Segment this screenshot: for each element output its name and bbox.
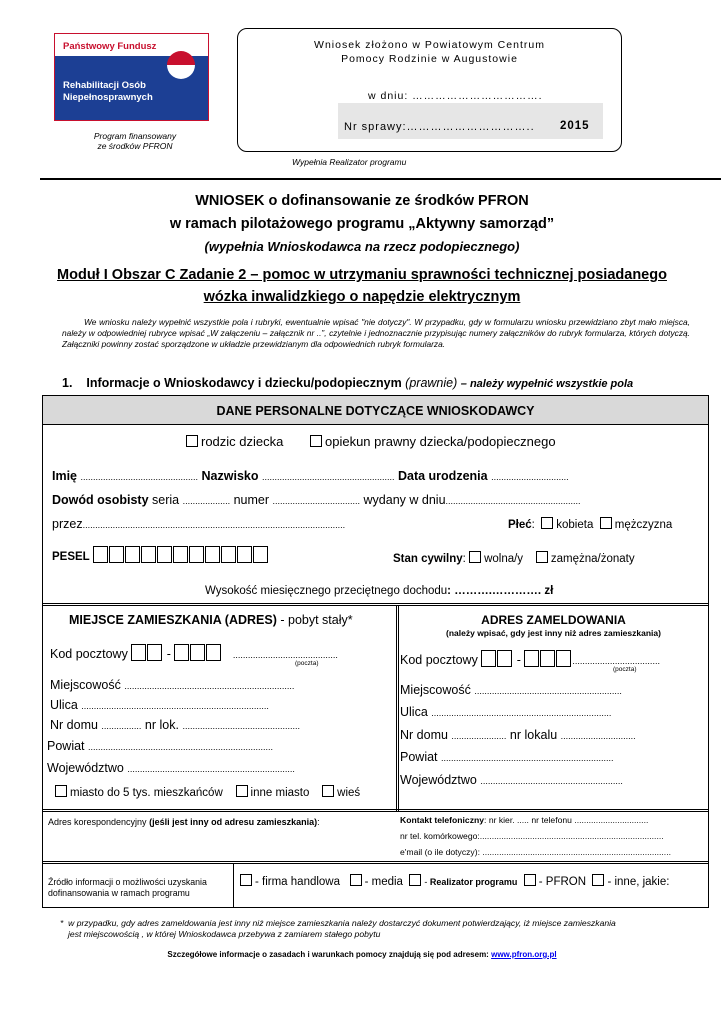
correspondence-address[interactable]: Adres korespondencyjny (jeśli jest inny od adresu zamieszkania): (48, 817, 320, 827)
instructions: We wniosku należy wypełnić wszystkie pola i rubryki, ewentualnie wpisać "nie dotyczy". W przypadku, gdy w formularzu wniosku przewidziano zbyt mało miejsca, należy w odpowiedniej rubryce wpisać „W załączeniu – załącznik nr ..”, czytelnie i jednoznacznie przypisując numery załączników do rubryk formularza, których dotyczą. Załączniki powinny zostać sporządzone w układzie przewidzianym dla odpowiednich rubryk formularza. (62, 317, 690, 349)
form-title-3: (wypełnia Wnioskodawca na rzecz podopiecznego) (204, 239, 520, 254)
registration-post-hint: (poczta) (613, 666, 637, 673)
checkbox-single[interactable] (469, 551, 481, 563)
town-size-row: miasto do 5 tys. mieszkańców inne miasto wieś (55, 785, 360, 799)
pesel-row[interactable]: PESEL (52, 546, 269, 563)
residence-house[interactable]: Nr domu ................ nr lok. ............................................... (50, 718, 300, 732)
checkbox-village[interactable] (322, 785, 334, 797)
stamp-line2: Pomocy Rodzinie w Augustowie (341, 53, 518, 65)
logo-line1: Państwowy Fundusz (63, 41, 157, 52)
checkbox-female[interactable] (541, 517, 553, 529)
opt-guardian[interactable]: opiekun prawny dziecka/podopiecznego (310, 434, 556, 449)
registration-street[interactable]: Ulica ........................................................................ (400, 705, 612, 719)
case-number-field: Nr sprawy:………………………….. 2015 (338, 103, 603, 139)
stamp-box (237, 28, 622, 152)
checkbox[interactable] (186, 435, 198, 447)
source-label: Źródło informacji o możliwości uzyskania dofinansowania w ramach programu (48, 877, 207, 898)
residence-postal[interactable]: Kod pocztowy - .......................................... (50, 644, 338, 661)
source-options: - firma handlowa - media - Realizator programu - PFRON - inne, jakie: (240, 874, 669, 888)
sex-row: Płeć: kobieta mężczyzna (508, 519, 673, 531)
contact-mobile[interactable]: nr tel. komórkowego:............................................................................. (400, 831, 664, 841)
residence-post-hint: (poczta) (295, 660, 319, 667)
checkbox[interactable] (310, 435, 322, 447)
details-note: Szczegółowe informacje o zasadach i warunkach pomocy znajdują się pod adresem: www.pfron.org.pl (167, 950, 557, 959)
checkbox-pfron[interactable] (524, 874, 536, 886)
checkbox-company[interactable] (240, 874, 252, 886)
stamp-line1: Wniosek złożono w Powiatowym Centrum (314, 39, 545, 51)
applicant-form (42, 395, 709, 908)
section1-heading: 1. Informacje o Wnioskodawcy i dziecku/podopiecznym (prawnie) – należy wypełnić wszystkie pola (62, 376, 634, 390)
program-note: Program finansowany ze środków PFRON (93, 131, 177, 151)
pfron-logo (54, 33, 209, 121)
checkbox-other-town[interactable] (236, 785, 248, 797)
footnote: * w przypadku, gdy adres zameldowania jest inny niż miejsce zamieszkania należy dostarczyć dokument potwierdzający, iż miejsce zamieszkania jest miejscowością , w której Wnioskodawca przebywa z zamiarem stałego pobytu (60, 918, 616, 939)
checkbox-small-town[interactable] (55, 785, 67, 797)
checkbox-media[interactable] (350, 874, 362, 886)
contact-email[interactable]: e'mail (o ile dotyczy): ............................................................................... (400, 847, 671, 857)
logo-line2: Rehabilitacji Osób (63, 80, 146, 91)
logo-circle-icon (163, 47, 199, 83)
form-title-2: w ramach pilotażowego programu „Aktywny samorząd” (169, 216, 555, 232)
registration-house[interactable]: Nr domu ...................... nr lokalu .............................. (400, 728, 636, 742)
residence-street[interactable]: Ulica ........................................................................... (50, 698, 269, 712)
checkbox-realizator[interactable] (409, 874, 421, 886)
checkbox-other[interactable] (592, 874, 604, 886)
registration-title: ADRES ZAMELDOWANIA (481, 613, 626, 627)
residence-title: MIEJSCE ZAMIESZKANIA (ADRES) - pobyt stały* (69, 613, 353, 627)
residence-province[interactable]: Województwo ................................................................... (47, 761, 295, 775)
personal-header: DANE PERSONALNE DOTYCZĄCE WNIOSKODAWCY (216, 404, 535, 418)
module-title-2: wózka inwalidzkiego o napędzie elektrycznym (203, 289, 521, 305)
registration-note: (należy wpisać, gdy jest inny niż adres zamieszkania) (446, 628, 661, 638)
checkbox-married[interactable] (536, 551, 548, 563)
name-row[interactable]: Imię ............................................... Nazwisko ..................................................... Data urodzenia ............................... (52, 469, 569, 483)
realizator-note: Wypełnia Realizator programu (292, 157, 407, 167)
checkbox-male[interactable] (600, 517, 612, 529)
logo-line3: Niepełnosprawnych (63, 92, 153, 103)
form-title-1: WNIOSEK o dofinansowanie ze środków PFRON (195, 193, 529, 209)
issuer-row[interactable]: przez......................................................................................................... (52, 517, 346, 531)
id-row[interactable]: Dowód osobisty seria ................... numer ................................... wydany w dniu...................................................... (52, 493, 581, 507)
income-row[interactable]: Wysokość miesięcznego przeciętnego dochodu: ……….…………. zł (205, 585, 554, 597)
header-divider (40, 178, 721, 180)
registration-postal[interactable]: Kod pocztowy - ................................... (400, 650, 660, 667)
pfron-link[interactable]: www.pfron.org.pl (491, 950, 557, 959)
contact-phone[interactable]: Kontakt telefoniczny: nr kier. ..... nr telefonu ............................... (400, 815, 649, 825)
marital-row: Stan cywilny: wolna/y zamężna/żonaty (393, 553, 635, 565)
registration-province[interactable]: Województwo ......................................................... (400, 773, 623, 787)
opt-parent[interactable]: rodzic dziecka (186, 434, 283, 449)
residence-city[interactable]: Miejscowość .................................................................... (50, 678, 295, 692)
registration-city[interactable]: Miejscowość ........................................................... (400, 683, 622, 697)
registration-county[interactable]: Powiat ..................................................................... (400, 750, 614, 764)
module-title-1: Moduł I Obszar C Zadanie 2 – pomoc w utrzymaniu sprawności technicznej posiadanego (57, 267, 667, 283)
stamp-date: w dniu: ……………………………. (368, 90, 543, 102)
residence-county[interactable]: Powiat .......................................................................... (47, 739, 274, 753)
